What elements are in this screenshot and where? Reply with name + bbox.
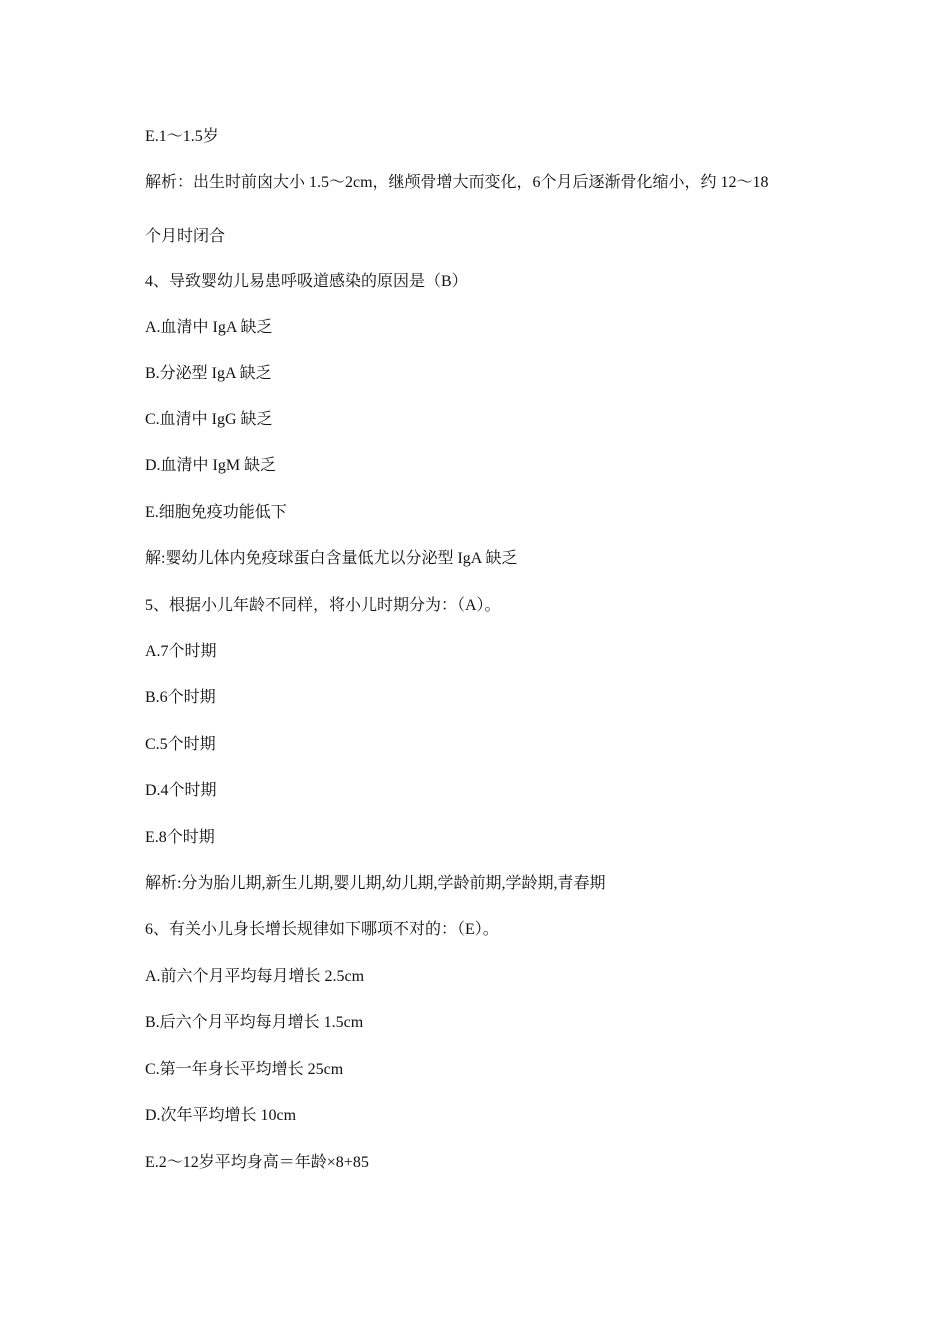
question-4: 4、导致婴幼儿易患呼吸道感染的原因是（B）	[145, 273, 468, 290]
option-c-q4: C.血清中 IgG 缺乏	[145, 411, 273, 428]
option-b-q5: B.6个时期	[145, 689, 216, 706]
option-e-q3: E.1～1.5岁	[145, 128, 219, 145]
option-d-q6: D.次年平均增长 10cm	[145, 1107, 297, 1124]
explanation-q3-line1: 解析：出生时前囟大小 1.5～2cm，继颅骨增大而变化，6个月后逐渐骨化缩小，约 12～18	[145, 174, 769, 191]
option-d-q5: D.4个时期	[145, 782, 217, 799]
explanation-q4: 解:婴幼儿体内免疫球蛋白含量低尤以分泌型 IgA 缺乏	[145, 550, 518, 567]
option-b-q6: B.后六个月平均每月增长 1.5cm	[145, 1014, 364, 1031]
option-e-q5: E.8个时期	[145, 829, 215, 846]
option-e-q4: E.细胞免疫功能低下	[145, 504, 287, 521]
option-d-q4: D.血清中 IgM 缺乏	[145, 457, 277, 474]
option-a-q4: A.血清中 IgA 缺乏	[145, 319, 273, 336]
option-a-q5: A.7个时期	[145, 643, 217, 660]
question-6: 6、有关小儿身长增长规律如下哪项不对的：（E）。	[145, 921, 499, 938]
explanation-q5: 解析:分为胎儿期,新生儿期,婴儿期,幼儿期,学龄前期,学龄期,青春期	[145, 875, 606, 892]
question-5: 5、根据小儿年龄不同样，将小儿时期分为：（A）。	[145, 597, 501, 614]
option-e-q6: E.2～12岁平均身高＝年龄×8+85	[145, 1154, 369, 1171]
explanation-q3-line2: 个月时闭合	[145, 228, 226, 245]
option-a-q6: A.前六个月平均每月增长 2.5cm	[145, 968, 365, 985]
option-c-q6: C.第一年身长平均增长 25cm	[145, 1061, 344, 1078]
option-b-q4: B.分泌型 IgA 缺乏	[145, 365, 272, 382]
option-c-q5: C.5个时期	[145, 736, 216, 753]
